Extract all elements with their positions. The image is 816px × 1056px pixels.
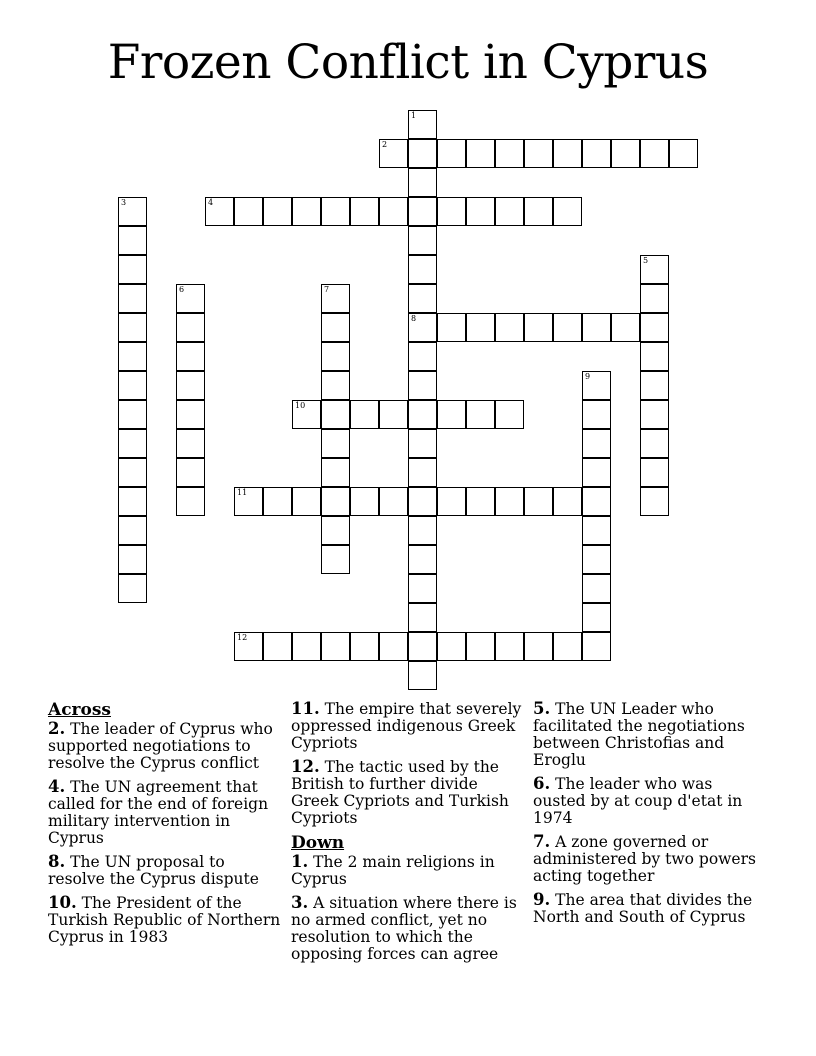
grid-cell[interactable]	[350, 197, 379, 226]
grid-cell[interactable]	[118, 458, 147, 487]
grid-cell[interactable]	[176, 371, 205, 400]
grid-cell[interactable]	[118, 516, 147, 545]
clue-across-4: 4. The UN agreement that called for the end of foreign military intervention in Cyprus	[48, 777, 269, 847]
grid-cell[interactable]	[118, 429, 147, 458]
grid-cell[interactable]	[437, 313, 466, 342]
grid-cell[interactable]	[408, 342, 437, 371]
clue-down-7: 7. A zone governed or administered by two powers acting together	[533, 832, 756, 885]
clue-down-3: 3. A situation where there is no armed conflict, yet no resolution to which the opposing forces can agree	[291, 893, 517, 963]
grid-cell[interactable]	[495, 313, 524, 342]
grid-cell-8[interactable]	[408, 313, 437, 342]
grid-cell[interactable]	[379, 197, 408, 226]
grid-cell[interactable]	[263, 487, 292, 516]
grid-cell[interactable]	[495, 632, 524, 661]
grid-cell[interactable]	[582, 139, 611, 168]
clue-down-9: 9. The area that divides the North and South of Cyprus	[533, 890, 753, 926]
grid-cell[interactable]	[118, 255, 147, 284]
grid-cell[interactable]	[495, 487, 524, 516]
grid-cell[interactable]	[118, 226, 147, 255]
grid-cell[interactable]	[408, 603, 437, 632]
clues-column-2	[291, 700, 527, 969]
grid-cell[interactable]	[553, 197, 582, 226]
grid-cell[interactable]	[321, 429, 350, 458]
grid-cell[interactable]	[292, 632, 321, 661]
grid-cell[interactable]	[321, 371, 350, 400]
grid-cell[interactable]	[379, 632, 408, 661]
grid-cell[interactable]	[640, 371, 669, 400]
grid-cell[interactable]	[640, 313, 669, 342]
grid-cell[interactable]	[321, 516, 350, 545]
grid-cell[interactable]	[611, 139, 640, 168]
grid-cell[interactable]	[582, 603, 611, 632]
grid-cell[interactable]	[321, 545, 350, 574]
clue-number: 1	[411, 111, 417, 120]
grid-cell[interactable]	[379, 400, 408, 429]
grid-cell[interactable]	[408, 139, 437, 168]
grid-cell[interactable]	[466, 632, 495, 661]
grid-cell[interactable]	[292, 197, 321, 226]
grid-cell[interactable]	[408, 429, 437, 458]
grid-cell[interactable]	[640, 458, 669, 487]
grid-cell[interactable]	[118, 574, 147, 603]
grid-cell[interactable]	[176, 429, 205, 458]
clue-number: 4	[208, 198, 214, 207]
down-heading: Down	[291, 833, 345, 853]
grid-cell[interactable]	[118, 371, 147, 400]
clue-across-2: 2. The leader of Cyprus who supported negotiations to resolve the Cyprus conflict	[48, 719, 273, 772]
clue-number: 6	[179, 285, 185, 294]
grid-cell[interactable]	[611, 313, 640, 342]
grid-cell-5[interactable]	[640, 255, 669, 284]
grid-cell[interactable]	[408, 487, 437, 516]
grid-cell-9[interactable]	[582, 371, 611, 400]
grid-cell[interactable]	[524, 139, 553, 168]
clue-across-8: 8. The UN proposal to resolve the Cyprus dispute	[48, 852, 259, 888]
grid-cell[interactable]	[408, 400, 437, 429]
grid-cell[interactable]	[350, 400, 379, 429]
grid-cell[interactable]	[321, 342, 350, 371]
clue-across-12: 12. The tactic used by the British to further divide Greek Cypriots and Turkish Cypriots	[291, 757, 509, 827]
grid-cell[interactable]	[408, 197, 437, 226]
grid-cell[interactable]	[321, 313, 350, 342]
clue-number: 8	[411, 314, 417, 323]
grid-cell[interactable]	[118, 342, 147, 371]
grid-cell[interactable]	[437, 197, 466, 226]
grid-cell[interactable]	[466, 197, 495, 226]
grid-cell[interactable]	[350, 487, 379, 516]
grid-cell[interactable]	[640, 487, 669, 516]
grid-cell[interactable]	[408, 168, 437, 197]
grid-cell[interactable]	[582, 429, 611, 458]
grid-cell[interactable]	[408, 255, 437, 284]
clue-number: 9	[585, 372, 591, 381]
grid-cell[interactable]	[118, 487, 147, 516]
puzzle-title: Frozen Conflict in Cyprus	[107, 35, 709, 90]
grid-cell[interactable]	[263, 632, 292, 661]
grid-cell[interactable]	[553, 313, 582, 342]
grid-cell[interactable]	[176, 400, 205, 429]
grid-cell[interactable]	[582, 516, 611, 545]
grid-cell[interactable]	[582, 400, 611, 429]
grid-cell[interactable]	[321, 400, 350, 429]
grid-cell[interactable]	[379, 487, 408, 516]
grid-cell[interactable]	[321, 487, 350, 516]
clue-across-10: 10. The President of the Turkish Republic of Northern Cyprus in 1983	[48, 893, 281, 946]
grid-cell[interactable]	[640, 284, 669, 313]
clue-number: 10	[295, 401, 306, 410]
grid-cell[interactable]	[524, 632, 553, 661]
grid-cell[interactable]	[118, 313, 147, 342]
grid-cell[interactable]	[582, 313, 611, 342]
grid-cell[interactable]	[437, 400, 466, 429]
grid-cell[interactable]	[408, 661, 437, 690]
grid-cell[interactable]	[176, 487, 205, 516]
clue-number: 11	[237, 488, 248, 497]
grid-cell[interactable]	[321, 458, 350, 487]
grid-cell[interactable]	[437, 632, 466, 661]
grid-cell[interactable]	[292, 487, 321, 516]
grid-cell-7[interactable]	[321, 284, 350, 313]
clue-down-1: 1. The 2 main religions in Cyprus	[291, 852, 495, 888]
grid-cell-2[interactable]	[379, 139, 408, 168]
grid-cell[interactable]	[466, 139, 495, 168]
clues-column-3	[533, 700, 769, 932]
grid-cell[interactable]	[669, 139, 698, 168]
clue-number: 12	[237, 633, 248, 642]
grid-cell[interactable]	[495, 139, 524, 168]
grid-cell-4[interactable]	[205, 197, 234, 226]
grid-cell[interactable]	[640, 400, 669, 429]
grid-cell-11[interactable]	[234, 487, 263, 516]
clue-number: 2	[382, 140, 388, 149]
grid-cell[interactable]	[582, 632, 611, 661]
grid-cell[interactable]	[553, 632, 582, 661]
grid-cell[interactable]	[408, 545, 437, 574]
grid-cell[interactable]	[437, 139, 466, 168]
grid-cell[interactable]	[495, 400, 524, 429]
clue-number: 5	[643, 256, 649, 265]
grid-cell-3[interactable]	[118, 197, 147, 226]
grid-cell[interactable]	[234, 197, 263, 226]
clue-down-6: 6. The leader who was ousted by at coup d'etat in 1974	[533, 774, 743, 827]
grid-cell[interactable]	[263, 197, 292, 226]
grid-cell[interactable]	[524, 197, 553, 226]
grid-cell[interactable]	[321, 632, 350, 661]
grid-cell[interactable]	[437, 487, 466, 516]
grid-cell[interactable]	[350, 632, 379, 661]
grid-cell[interactable]	[408, 284, 437, 313]
grid-cell[interactable]	[582, 545, 611, 574]
grid-cell[interactable]	[321, 197, 350, 226]
grid-cell[interactable]	[408, 574, 437, 603]
grid-cell[interactable]	[466, 487, 495, 516]
grid-cell[interactable]	[640, 139, 669, 168]
grid-cell[interactable]	[176, 342, 205, 371]
grid-cell[interactable]	[582, 487, 611, 516]
grid-cell[interactable]	[408, 516, 437, 545]
clue-across-11: 11. The empire that severely oppressed indigenous Greek Cypriots	[291, 699, 522, 752]
grid-cell[interactable]	[582, 458, 611, 487]
across-heading: Across	[48, 700, 111, 720]
grid-cell-1[interactable]	[408, 110, 437, 139]
grid-cell[interactable]	[176, 458, 205, 487]
grid-cell[interactable]	[553, 487, 582, 516]
grid-cell[interactable]	[408, 458, 437, 487]
grid-cell[interactable]	[524, 487, 553, 516]
clues-column-1	[48, 700, 286, 952]
grid-cell-12[interactable]	[234, 632, 263, 661]
grid-cell[interactable]	[582, 574, 611, 603]
grid-cell[interactable]	[408, 632, 437, 661]
clue-down-5: 5. The UN Leader who facilitated the negotiations between Christofias and Eroglu	[533, 699, 745, 769]
grid-cell[interactable]	[466, 313, 495, 342]
grid-cell[interactable]	[640, 342, 669, 371]
clue-number: 3	[121, 198, 127, 207]
grid-cell[interactable]	[495, 197, 524, 226]
grid-cell-6[interactable]	[176, 284, 205, 313]
clue-number: 7	[324, 285, 330, 294]
grid-cell[interactable]	[408, 371, 437, 400]
grid-cell[interactable]	[408, 226, 437, 255]
grid-cell[interactable]	[118, 284, 147, 313]
grid-cell[interactable]	[553, 139, 582, 168]
grid-cell[interactable]	[118, 545, 147, 574]
grid-cell[interactable]	[466, 400, 495, 429]
grid-cell[interactable]	[640, 429, 669, 458]
grid-cell-10[interactable]	[292, 400, 321, 429]
grid-cell[interactable]	[176, 313, 205, 342]
grid-cell[interactable]	[524, 313, 553, 342]
grid-cell[interactable]	[118, 400, 147, 429]
